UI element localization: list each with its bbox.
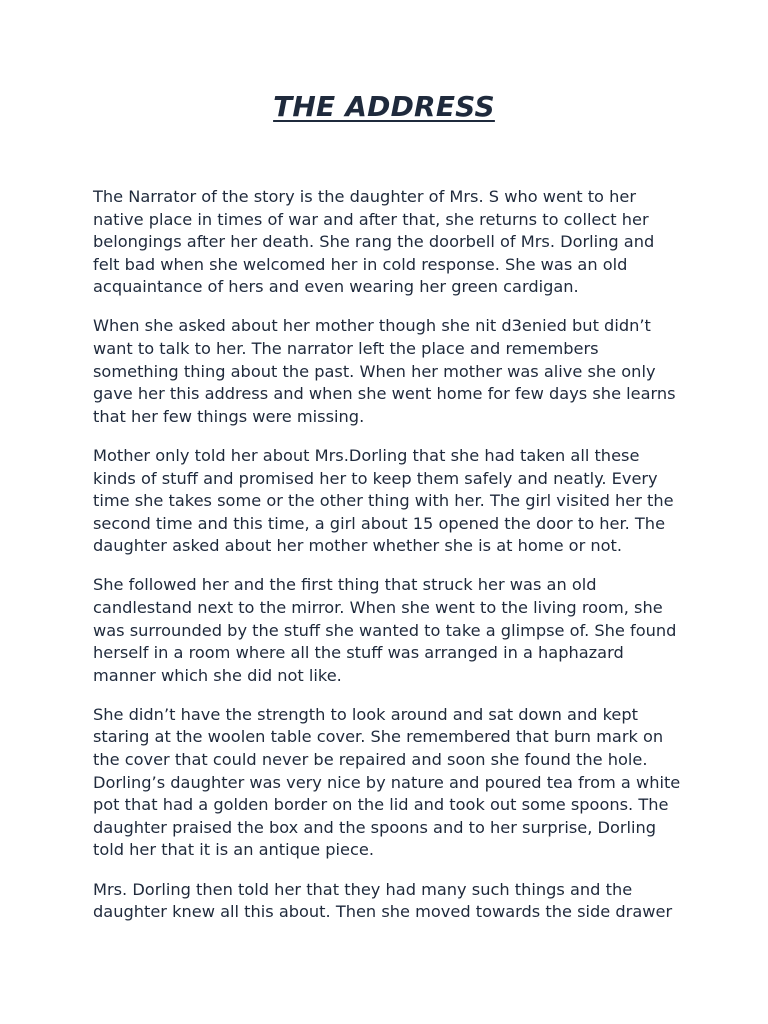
paragraph-3: Mother only told her about Mrs.Dorling that she had taken all these kinds of stuff and promised her to keep them safely and neatly. Every time she takes some or the other thing with her. The girl visited her the second time and this time, a girl about 15 opened the door to her. The daughter asked about her mother whether she is at home or not. [93,445,674,556]
document-body [93,186,683,940]
paragraph-2: When she asked about her mother though she nit d3enied but didn’t want to talk to her. The narrator left the place and remembers something thing about the past. When her mother was alive she only gave her this address and when she went home for few days she learns that her few things were missing. [93,316,676,426]
paragraph-1: The Narrator of the story is the daughter of Mrs. S who went to her native place in times of war and after that, she returns to collect her belongings after her death. She rang the doorbell of Mrs. Dorling and felt bad when she welcomed her in cold response. She was an old acquaintance of hers and even wearing her green cardigan. [93,187,655,297]
paragraph-5: She didn’t have the strength to look around and sat down and kept staring at the woolen table cover. She remembered that burn mark on the cover that could never be repaired and soon she found the hole. Dorling’s daughter was very nice by nature and poured tea from a white pot that had a golden border on the lid and took out some spoons. The daughter praised the box and the spoons and to her surprise, Dorling told her that it is an antique piece. [93,704,681,860]
page-title: THE ADDRESS [273,90,495,123]
paragraph-4: She followed her and the first thing that struck her was an old candlestand next to the mirror. When she went to the living room, she was surrounded by the stuff she wanted to take a glimpse of. She found herself in a room where all the stuff was arranged in a haphazard manner which she did not like. [93,575,677,685]
paragraph-6: Mrs. Dorling then told her that they had many such things and the daughter knew all this about. Then she moved towards the side drawer [93,879,673,922]
